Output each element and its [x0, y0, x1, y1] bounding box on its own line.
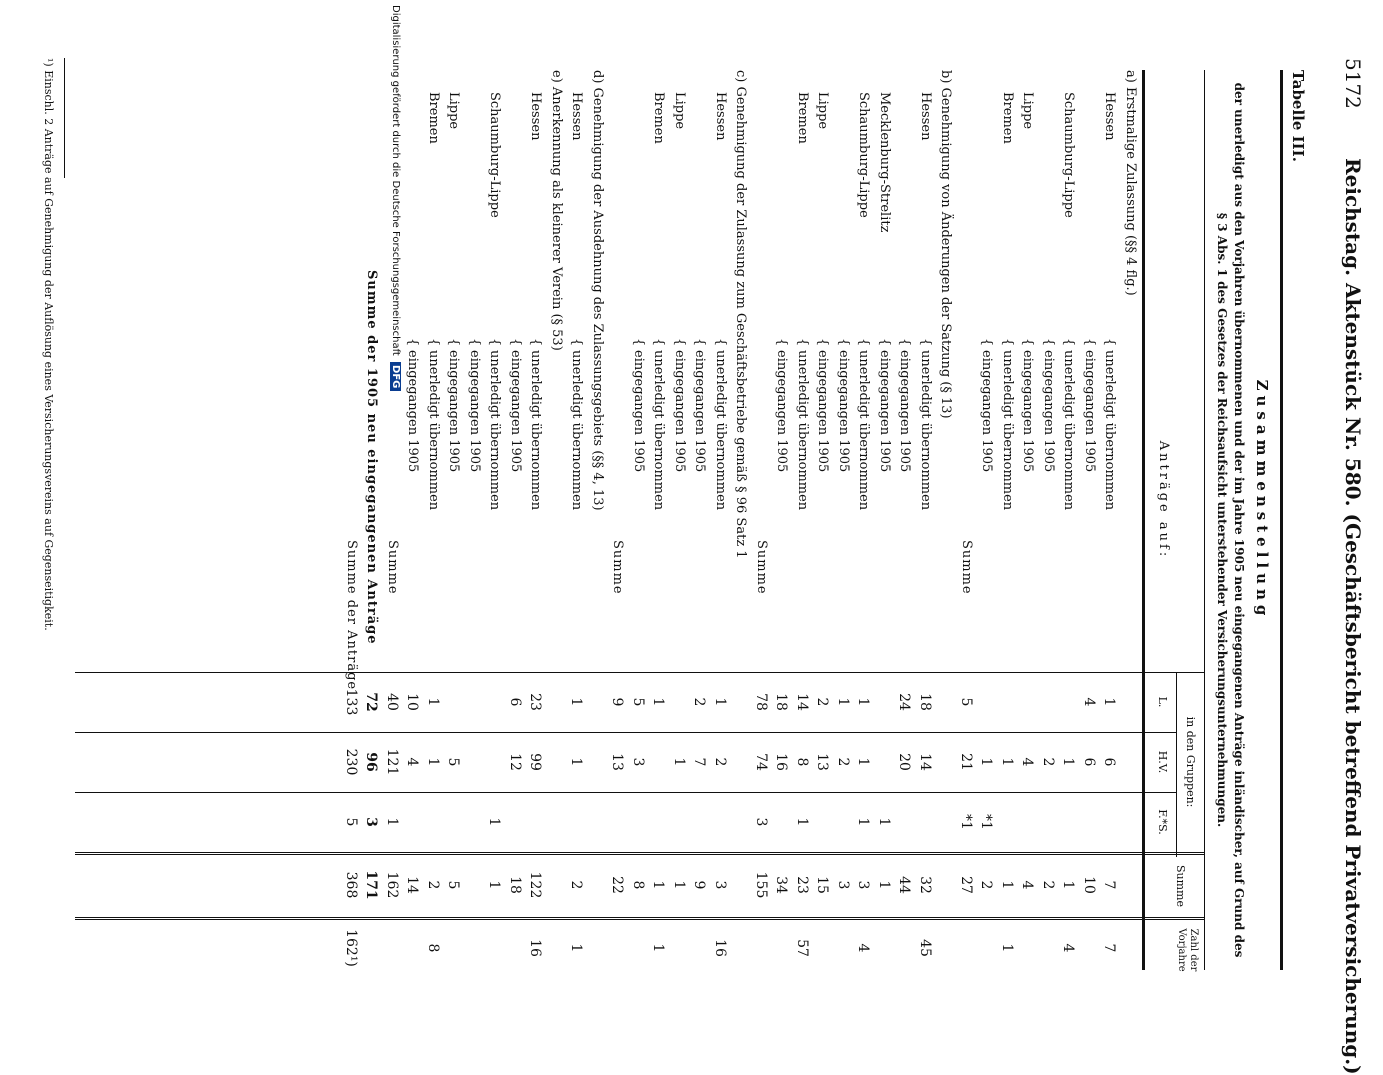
cell-l: 1 [650, 697, 667, 707]
cell-hv: 5 [445, 757, 462, 767]
table-row [1060, 70, 1078, 975]
table-row [1101, 70, 1119, 975]
cell-l: 40 [384, 693, 400, 711]
cell-hv: 21 [958, 753, 974, 771]
table-row [670, 70, 688, 975]
cell-hv: 2 [712, 757, 728, 767]
header-col-hv: H.V. [1156, 750, 1169, 774]
cell-hv: 99 [527, 753, 544, 771]
state-label: Hessen [1102, 92, 1118, 141]
table-row [568, 70, 586, 975]
cell-s: 2 [978, 880, 995, 890]
sub-label: unerledigt übernommen [795, 350, 810, 511]
table-row [527, 70, 545, 975]
cell-hv: 14 [917, 753, 933, 771]
sub-label: unerledigt übernommen [856, 350, 872, 511]
cell-l: 4 [1081, 697, 1097, 707]
cell-fs: 3 [753, 817, 769, 827]
cell-vj: 16 [712, 939, 728, 957]
rule-head-bottom [1142, 70, 1145, 970]
brace-icon: { [446, 338, 462, 347]
cell-vj: 1 [999, 943, 1015, 953]
table-row [404, 70, 422, 975]
cell-s: 10 [1081, 876, 1097, 894]
cell-s: 162 [384, 871, 400, 899]
page-header [1335, 58, 1365, 1075]
cell-vj: 1 [650, 943, 667, 953]
cell-s: 22 [609, 876, 626, 894]
table-row [691, 70, 709, 975]
summary-title: Zusammenstellung [1253, 379, 1271, 621]
digitization-text: Digitalisierung gefördert durch die Deutsche Forschungsgemeinschaft [390, 5, 401, 356]
state-label: Hessen [713, 92, 728, 141]
cell-l: 1 [1101, 697, 1118, 707]
sub-label: eingegangen 1905 [815, 350, 831, 473]
brace-icon: { [877, 338, 892, 347]
state-label: Schaumburg-Lippe [487, 92, 503, 218]
section-label: b) Genehmigung von Änderungen der Satzung (§ 13) [938, 70, 954, 419]
state-label: Bremen [651, 92, 667, 144]
section-label: a) Erstmalige Zulassung (§§ 4 flg.) [1123, 70, 1138, 296]
brace-icon: { [1041, 338, 1056, 347]
sum-label: Summe [610, 540, 626, 595]
brace-icon: { [774, 338, 790, 347]
state-label: Hessen [528, 92, 544, 141]
brace-icon: { [672, 338, 687, 347]
header-col-fs: F.*S. [1156, 809, 1169, 835]
section-label: c) Genehmigung der Zulassung zum Geschäftsbetriebe gemäß § 96 Satz 1 [733, 70, 749, 559]
table-section-row [732, 70, 750, 975]
state-label: Schaumburg-Lippe [1061, 92, 1077, 218]
cell-fs: 1 [384, 817, 400, 827]
sum-label: Summe der Anträge [344, 540, 359, 691]
cell-l: 5 [958, 697, 974, 707]
dfg-logo-icon: DFG [390, 362, 401, 391]
cell-hv: 6 [1081, 757, 1097, 767]
state-label: Mecklenburg-Strelitz [877, 92, 892, 233]
cell-l: 2 [691, 697, 708, 707]
brace-icon: { [569, 338, 585, 347]
cell-hv: 1 [671, 757, 687, 767]
state-label: Hessen [569, 92, 585, 141]
cell-vj: 162¹) [343, 929, 359, 967]
cell-s: 155 [753, 871, 769, 899]
cell-l: 2 [814, 697, 831, 707]
footnote: ¹) Einschl. 2 Anträge auf Genehmigung der Auflösung eines Versicherungsvereins auf Gegenseitigkeit. [42, 58, 55, 631]
table-row [793, 70, 811, 975]
cell-l: 9 [609, 697, 626, 707]
sub-label: eingegangen 1905 [774, 350, 790, 473]
table-sum-row [609, 70, 627, 975]
cell-l: 1 [568, 697, 585, 707]
page-number: 5172 [1341, 58, 1365, 109]
cell-hv: 74 [753, 753, 769, 771]
cell-l: 18 [917, 693, 933, 711]
cell-vj: 4 [855, 943, 872, 953]
table-row [1080, 70, 1098, 975]
table-row [486, 70, 504, 975]
cell-s: 1 [486, 880, 503, 890]
cell-hv: 20 [896, 753, 913, 771]
header-col-vorjahre: Zahl der Vorjahre [1176, 928, 1199, 972]
state-label: Lippe [1020, 92, 1036, 130]
cell-hv: 1 [978, 757, 995, 767]
cell-s: 1 [671, 880, 687, 890]
cell-fs: *1 [978, 814, 995, 830]
sub-label: eingegangen 1905 [979, 350, 995, 473]
brace-icon: { [1061, 338, 1077, 347]
brace-icon: { [1020, 338, 1036, 347]
table-row [445, 70, 463, 975]
cell-l: 1 [855, 697, 872, 707]
table-sum-row [342, 70, 360, 975]
brace-icon: { [651, 338, 667, 347]
cell-hv: 1 [1060, 757, 1077, 767]
cell-hv: 6 [1101, 757, 1118, 767]
rule-head-top [1204, 70, 1205, 970]
cell-s: 1 [650, 880, 667, 890]
cell-hv: 4 [404, 757, 421, 767]
cell-s: 23 [794, 876, 810, 894]
sub-label: unerledigt übernommen [1102, 350, 1118, 511]
brace-icon: { [1000, 338, 1015, 347]
cell-hv: 13 [814, 753, 831, 771]
table-sum-row [957, 70, 975, 975]
cell-s: 3 [855, 880, 872, 890]
cell-hv: 3 [630, 757, 646, 767]
cell-fs: 5 [343, 817, 359, 827]
cell-fs: 3 [363, 817, 380, 827]
sub-label: eingegangen 1905 [672, 350, 687, 473]
brace-icon: { [508, 338, 523, 347]
brace-icon: { [918, 338, 933, 347]
cell-hv: 121 [384, 748, 400, 776]
sum-label: Summe [385, 540, 400, 595]
brace-icon: { [528, 338, 544, 347]
cell-hv: 1 [425, 757, 441, 767]
header-col-l: L. [1156, 696, 1169, 708]
cell-vj: 57 [794, 939, 810, 957]
cell-l: 72 [363, 692, 380, 712]
cell-vj: 7 [1101, 943, 1118, 953]
brace-icon: { [856, 338, 872, 347]
cell-s: 4 [1019, 880, 1036, 890]
brace-icon: { [1102, 338, 1118, 347]
cell-s: 27 [958, 876, 974, 894]
sub-label: eingegangen 1905 [508, 350, 523, 473]
cell-s: 18 [507, 876, 523, 894]
brace-icon: { [467, 338, 482, 347]
sub-label: eingegangen 1905 [1082, 350, 1097, 473]
state-label: Schaumburg-Lippe [856, 92, 872, 218]
table-row [424, 70, 442, 975]
cell-l: 6 [507, 697, 523, 707]
sum-label: Summe der 1905 neu eingegangenen Anträge [364, 270, 380, 645]
state-label: Bremen [426, 92, 441, 144]
state-label: Lippe [446, 92, 462, 130]
table-section-row [588, 70, 606, 975]
cell-fs: 1 [486, 817, 503, 827]
cell-hv: 230 [343, 748, 359, 776]
table-sum-row [752, 70, 770, 975]
cell-fs: *1 [958, 814, 974, 830]
table-row [814, 70, 832, 975]
table-row [875, 70, 893, 975]
brace-icon: { [713, 338, 728, 347]
state-label: Lippe [815, 92, 831, 130]
rule-group-under [1176, 672, 1177, 857]
section-label: e) Anerkennung als kleinerer Verein (§ 53) [549, 70, 564, 351]
cell-s: 122 [527, 871, 544, 899]
cell-vj: 45 [917, 939, 933, 957]
cell-vj: 4 [1060, 943, 1077, 953]
cell-fs: 1 [855, 817, 872, 827]
cell-s: 5 [445, 880, 462, 890]
table-row [998, 70, 1016, 975]
cell-vj: 8 [425, 943, 441, 953]
sub-label: unerledigt übernommen [918, 350, 933, 511]
brace-icon: { [487, 338, 503, 347]
brace-icon: { [795, 338, 810, 347]
table-row [834, 70, 852, 975]
cell-s: 1 [1060, 880, 1077, 890]
cell-l: 23 [527, 693, 544, 711]
cell-s: 368 [343, 871, 359, 899]
sub-label: unerledigt übernommen [487, 350, 503, 511]
sub-label: eingegangen 1905 [1041, 350, 1056, 473]
cell-s: 44 [896, 876, 913, 894]
brace-icon: { [1082, 338, 1097, 347]
sub-label: unerledigt übernommen [426, 350, 441, 511]
brace-icon: { [405, 338, 421, 347]
sum-label: Summe [754, 540, 769, 595]
cell-l: 1 [712, 697, 728, 707]
cell-hv: 2 [1040, 757, 1056, 767]
cell-l: 5 [630, 697, 646, 707]
sub-label: eingegangen 1905 [446, 350, 462, 473]
header-groups: in den Gruppen: [1184, 716, 1197, 808]
table-row [465, 70, 483, 975]
sub-label: eingegangen 1905 [877, 350, 892, 473]
cell-l: 78 [753, 693, 769, 711]
cell-hv: 16 [773, 753, 790, 771]
sub-label: unerledigt übernommen [569, 350, 585, 511]
cell-s: 7 [1101, 880, 1118, 890]
table-row [650, 70, 668, 975]
cell-s: 1 [999, 880, 1015, 890]
cell-s: 1 [876, 880, 892, 890]
sub-label: unerledigt übernommen [1000, 350, 1015, 511]
cell-l: 14 [794, 693, 810, 711]
section-label: d) Genehmigung der Ausdehnung des Zulassungsgebiets (§§ 4, 13) [590, 70, 605, 511]
sub-label: eingegangen 1905 [1020, 350, 1036, 473]
state-label: Hessen [918, 92, 933, 141]
cell-hv: 12 [507, 753, 523, 771]
cell-l: 24 [896, 693, 913, 711]
cell-s: 8 [630, 880, 646, 890]
table-row [896, 70, 914, 975]
brace-icon: { [897, 338, 913, 347]
cell-hv: 1 [855, 757, 872, 767]
cell-hv: 4 [1019, 757, 1036, 767]
cell-hv: 13 [609, 753, 626, 771]
page-title: Reichstag. Aktenstück Nr. 580. (Geschäftsbericht betreffend Privatversicherung.) [1341, 158, 1365, 1075]
cell-l: 133 [343, 688, 359, 716]
cell-s: 3 [712, 880, 728, 890]
brace-icon: { [631, 338, 646, 347]
footnote-rule [64, 58, 65, 178]
brace-icon: { [815, 338, 831, 347]
cell-s: 2 [425, 880, 441, 890]
table-row [773, 70, 791, 975]
cell-l: 10 [404, 693, 421, 711]
table-row [916, 70, 934, 975]
cell-s: 9 [691, 880, 708, 890]
cell-hv: 2 [835, 757, 851, 767]
sub-label: eingegangen 1905 [467, 350, 482, 473]
sub-label: eingegangen 1905 [405, 350, 421, 473]
state-label: Bremen [795, 92, 810, 144]
cell-vj: 16 [527, 939, 544, 957]
table-sum-row [363, 70, 381, 975]
cell-fs: 1 [794, 817, 810, 827]
cell-s: 3 [835, 880, 851, 890]
table-section-row [1121, 70, 1139, 975]
digitization-credit [390, 0, 401, 1005]
cell-s: 14 [404, 876, 421, 894]
sub-label: unerledigt übernommen [528, 350, 544, 511]
header-antraege: Anträge auf: [1156, 440, 1171, 560]
cell-fs: 1 [876, 817, 892, 827]
table-row [629, 70, 647, 975]
cell-s: 171 [363, 870, 380, 900]
sub-label: unerledigt übernommen [651, 350, 667, 511]
table-row [978, 70, 996, 975]
summary-subtitle: der unerledigt aus den Vorjahren übernommenen und der im Jahre 1905 neu eingegangenen Anträge inländischer, auf Grund des § 3 Abs. 1 des Gesetzes der Reichsaufsicht unterstehender Versicherungsunternehmungen. [1215, 82, 1246, 958]
table-row [1039, 70, 1057, 975]
cell-hv: 7 [691, 757, 708, 767]
rule-top [1280, 70, 1283, 970]
sub-label: unerledigt übernommen [1061, 350, 1077, 511]
cell-l: 1 [425, 697, 441, 707]
brace-icon: { [692, 338, 708, 347]
cell-s: 32 [917, 876, 933, 894]
sub-label: unerledigt übernommen [713, 350, 728, 511]
cell-s: 2 [568, 880, 585, 890]
sub-label: eingegangen 1905 [631, 350, 646, 473]
sub-label: eingegangen 1905 [692, 350, 708, 473]
table-row [506, 70, 524, 975]
header-col-summe: Summe [1174, 865, 1187, 907]
brace-icon: { [979, 338, 995, 347]
cell-vj: 1 [568, 943, 585, 953]
cell-s: 2 [1040, 880, 1056, 890]
table-section-row [937, 70, 955, 975]
cell-hv: 1 [568, 757, 585, 767]
cell-l: 1 [835, 697, 851, 707]
state-label: Bremen [1000, 92, 1015, 144]
table-row [1019, 70, 1037, 975]
cell-s: 34 [773, 876, 790, 894]
table-row [855, 70, 873, 975]
table-label: Tabelle III. [1289, 70, 1307, 162]
cell-hv: 96 [363, 752, 380, 772]
sub-label: eingegangen 1905 [836, 350, 851, 473]
table-section-row [547, 70, 565, 975]
brace-icon: { [426, 338, 441, 347]
cell-hv: 1 [999, 757, 1015, 767]
state-label: Lippe [672, 92, 687, 130]
cell-hv: 8 [794, 757, 810, 767]
table-row [711, 70, 729, 975]
cell-l: 18 [773, 693, 790, 711]
sub-label: eingegangen 1905 [897, 350, 913, 473]
sum-label: Summe [959, 540, 974, 595]
cell-s: 15 [814, 876, 831, 894]
brace-icon: { [836, 338, 851, 347]
